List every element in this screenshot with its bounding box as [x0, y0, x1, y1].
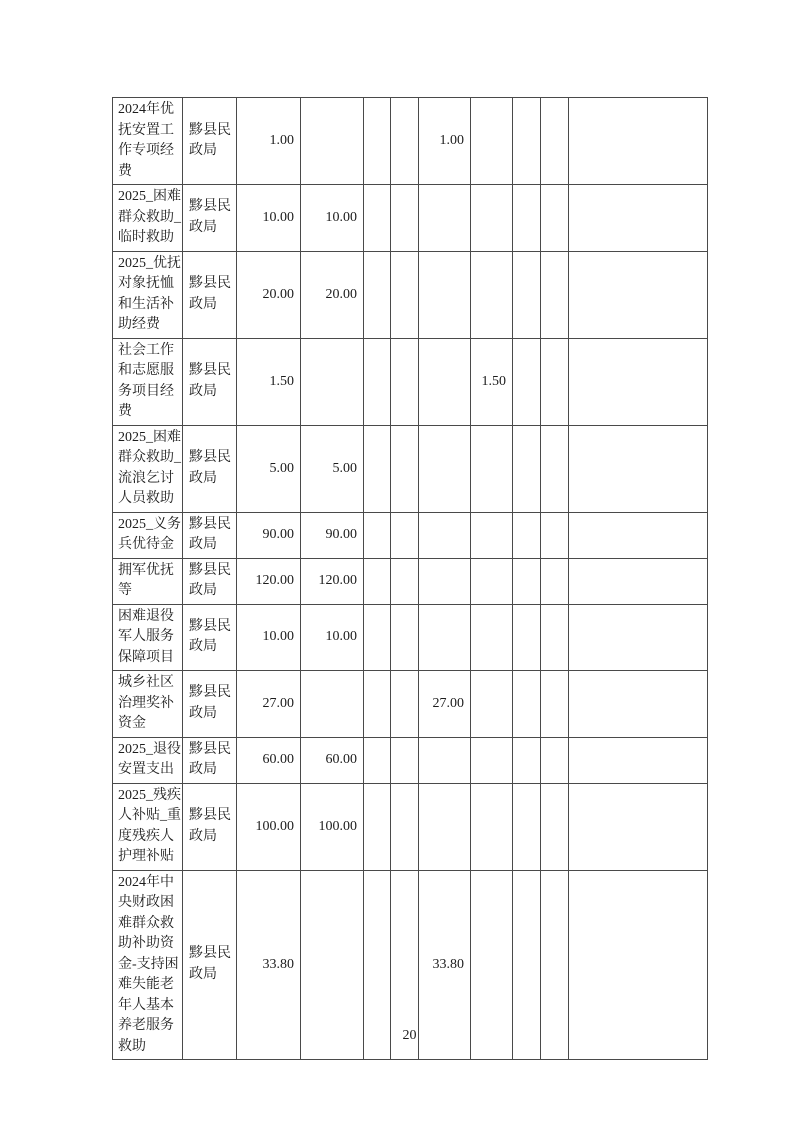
cell-blank-1 — [364, 604, 391, 671]
cell-project-name: 2025_优抚对象抚恤和生活补助经费 — [113, 251, 183, 338]
cell-blank-1 — [364, 425, 391, 512]
cell-blank-4 — [541, 251, 569, 338]
cell-amount-4 — [471, 251, 513, 338]
cell-blank-4 — [541, 338, 569, 425]
cell-blank-wide — [569, 558, 708, 604]
cell-amount-3 — [419, 604, 471, 671]
cell-amount-4: 1.50 — [471, 338, 513, 425]
cell-amount-3: 1.00 — [419, 98, 471, 185]
cell-blank-3 — [513, 338, 541, 425]
cell-blank-1 — [364, 512, 391, 558]
cell-project-name: 城乡社区治理奖补资金 — [113, 671, 183, 738]
cell-blank-2 — [391, 737, 419, 783]
cell-blank-wide — [569, 98, 708, 185]
cell-amount-4 — [471, 425, 513, 512]
cell-amount-1: 100.00 — [237, 783, 301, 870]
cell-blank-1 — [364, 338, 391, 425]
cell-department: 黟县民政局 — [183, 251, 237, 338]
cell-blank-wide — [569, 512, 708, 558]
cell-department: 黟县民政局 — [183, 604, 237, 671]
page-number: 20 — [402, 1028, 417, 1043]
cell-amount-3: 27.00 — [419, 671, 471, 738]
cell-amount-1: 33.80 — [237, 870, 301, 1060]
table-row — [113, 425, 708, 512]
cell-project-name: 拥军优抚等 — [113, 558, 183, 604]
cell-amount-3 — [419, 338, 471, 425]
cell-department: 黟县民政局 — [183, 425, 237, 512]
cell-amount-3 — [419, 425, 471, 512]
cell-amount-1: 1.50 — [237, 338, 301, 425]
cell-blank-wide — [569, 251, 708, 338]
cell-amount-2: 5.00 — [301, 425, 364, 512]
cell-blank-3 — [513, 671, 541, 738]
cell-blank-2 — [391, 512, 419, 558]
cell-blank-3 — [513, 783, 541, 870]
cell-amount-3 — [419, 251, 471, 338]
cell-project-name: 2025_困难群众救助_流浪乞讨人员救助 — [113, 425, 183, 512]
cell-amount-4 — [471, 558, 513, 604]
cell-amount-1: 120.00 — [237, 558, 301, 604]
table-row — [113, 604, 708, 671]
cell-blank-3 — [513, 558, 541, 604]
cell-amount-2: 60.00 — [301, 737, 364, 783]
cell-department: 黟县民政局 — [183, 512, 237, 558]
table-row — [113, 338, 708, 425]
cell-blank-4 — [541, 783, 569, 870]
cell-amount-3 — [419, 185, 471, 252]
cell-blank-1 — [364, 185, 391, 252]
cell-blank-2 — [391, 98, 419, 185]
cell-blank-2 — [391, 425, 419, 512]
cell-amount-2 — [301, 98, 364, 185]
table-row — [113, 185, 708, 252]
page-footer — [112, 1026, 707, 1046]
cell-amount-4 — [471, 98, 513, 185]
cell-blank-wide — [569, 425, 708, 512]
cell-project-name: 2024年中央财政困难群众救助补助资金-支持困难失能老年人基本养老服务救助 — [113, 870, 183, 1060]
cell-blank-4 — [541, 185, 569, 252]
cell-blank-3 — [513, 737, 541, 783]
cell-blank-wide — [569, 185, 708, 252]
cell-department: 黟县民政局 — [183, 558, 237, 604]
cell-blank-3 — [513, 425, 541, 512]
cell-amount-2 — [301, 338, 364, 425]
cell-blank-1 — [364, 98, 391, 185]
cell-project-name: 社会工作和志愿服务项目经费 — [113, 338, 183, 425]
cell-department: 黟县民政局 — [183, 783, 237, 870]
cell-amount-4 — [471, 185, 513, 252]
cell-blank-4 — [541, 671, 569, 738]
cell-blank-4 — [541, 604, 569, 671]
table-row — [113, 251, 708, 338]
cell-blank-2 — [391, 251, 419, 338]
table-row — [113, 512, 708, 558]
cell-department: 黟县民政局 — [183, 98, 237, 185]
cell-amount-2: 90.00 — [301, 512, 364, 558]
cell-amount-2: 20.00 — [301, 251, 364, 338]
cell-blank-3 — [513, 512, 541, 558]
cell-amount-4 — [471, 671, 513, 738]
cell-blank-3 — [513, 251, 541, 338]
cell-amount-1: 27.00 — [237, 671, 301, 738]
cell-project-name: 困难退役军人服务保障项目 — [113, 604, 183, 671]
cell-amount-3 — [419, 737, 471, 783]
cell-amount-1: 60.00 — [237, 737, 301, 783]
cell-blank-4 — [541, 98, 569, 185]
cell-department: 黟县民政局 — [183, 338, 237, 425]
cell-amount-3 — [419, 783, 471, 870]
cell-amount-2: 10.00 — [301, 604, 364, 671]
cell-amount-4 — [471, 512, 513, 558]
cell-amount-1: 5.00 — [237, 425, 301, 512]
cell-blank-4 — [541, 737, 569, 783]
cell-project-name: 2024年优抚安置工作专项经费 — [113, 98, 183, 185]
cell-blank-wide — [569, 671, 708, 738]
cell-blank-2 — [391, 185, 419, 252]
cell-amount-4 — [471, 604, 513, 671]
cell-blank-2 — [391, 338, 419, 425]
cell-amount-3 — [419, 512, 471, 558]
cell-blank-2 — [391, 558, 419, 604]
cell-amount-2: 120.00 — [301, 558, 364, 604]
cell-blank-3 — [513, 98, 541, 185]
cell-blank-1 — [364, 783, 391, 870]
cell-blank-1 — [364, 671, 391, 738]
cell-department: 黟县民政局 — [183, 671, 237, 738]
budget-table — [112, 97, 708, 1060]
table-row — [113, 671, 708, 738]
cell-blank-4 — [541, 512, 569, 558]
table-row — [113, 737, 708, 783]
cell-amount-2 — [301, 671, 364, 738]
cell-blank-2 — [391, 604, 419, 671]
cell-blank-1 — [364, 737, 391, 783]
cell-amount-4 — [471, 737, 513, 783]
cell-project-name: 2025_义务兵优待金 — [113, 512, 183, 558]
table-row — [113, 558, 708, 604]
cell-blank-4 — [541, 558, 569, 604]
cell-project-name: 2025_退役安置支出 — [113, 737, 183, 783]
cell-project-name: 2025_残疾人补贴_重度残疾人护理补贴 — [113, 783, 183, 870]
cell-blank-3 — [513, 604, 541, 671]
cell-project-name: 2025_困难群众救助_临时救助 — [113, 185, 183, 252]
cell-amount-4 — [471, 783, 513, 870]
table-body — [113, 98, 708, 1060]
cell-blank-wide — [569, 783, 708, 870]
table-row — [113, 98, 708, 185]
cell-blank-1 — [364, 251, 391, 338]
cell-amount-3 — [419, 558, 471, 604]
cell-blank-wide — [569, 737, 708, 783]
cell-department: 黟县民政局 — [183, 737, 237, 783]
cell-blank-2 — [391, 671, 419, 738]
cell-amount-1: 10.00 — [237, 604, 301, 671]
cell-amount-3: 33.80 — [419, 870, 471, 1060]
cell-amount-2: 100.00 — [301, 783, 364, 870]
cell-blank-1 — [364, 558, 391, 604]
table-row — [113, 783, 708, 870]
cell-department: 黟县民政局 — [183, 870, 237, 1060]
cell-amount-2: 10.00 — [301, 185, 364, 252]
cell-blank-wide — [569, 604, 708, 671]
cell-department: 黟县民政局 — [183, 185, 237, 252]
cell-blank-wide — [569, 338, 708, 425]
cell-amount-1: 10.00 — [237, 185, 301, 252]
cell-amount-1: 90.00 — [237, 512, 301, 558]
cell-blank-4 — [541, 425, 569, 512]
cell-blank-2 — [391, 783, 419, 870]
cell-amount-1: 20.00 — [237, 251, 301, 338]
cell-blank-3 — [513, 185, 541, 252]
cell-amount-1: 1.00 — [237, 98, 301, 185]
